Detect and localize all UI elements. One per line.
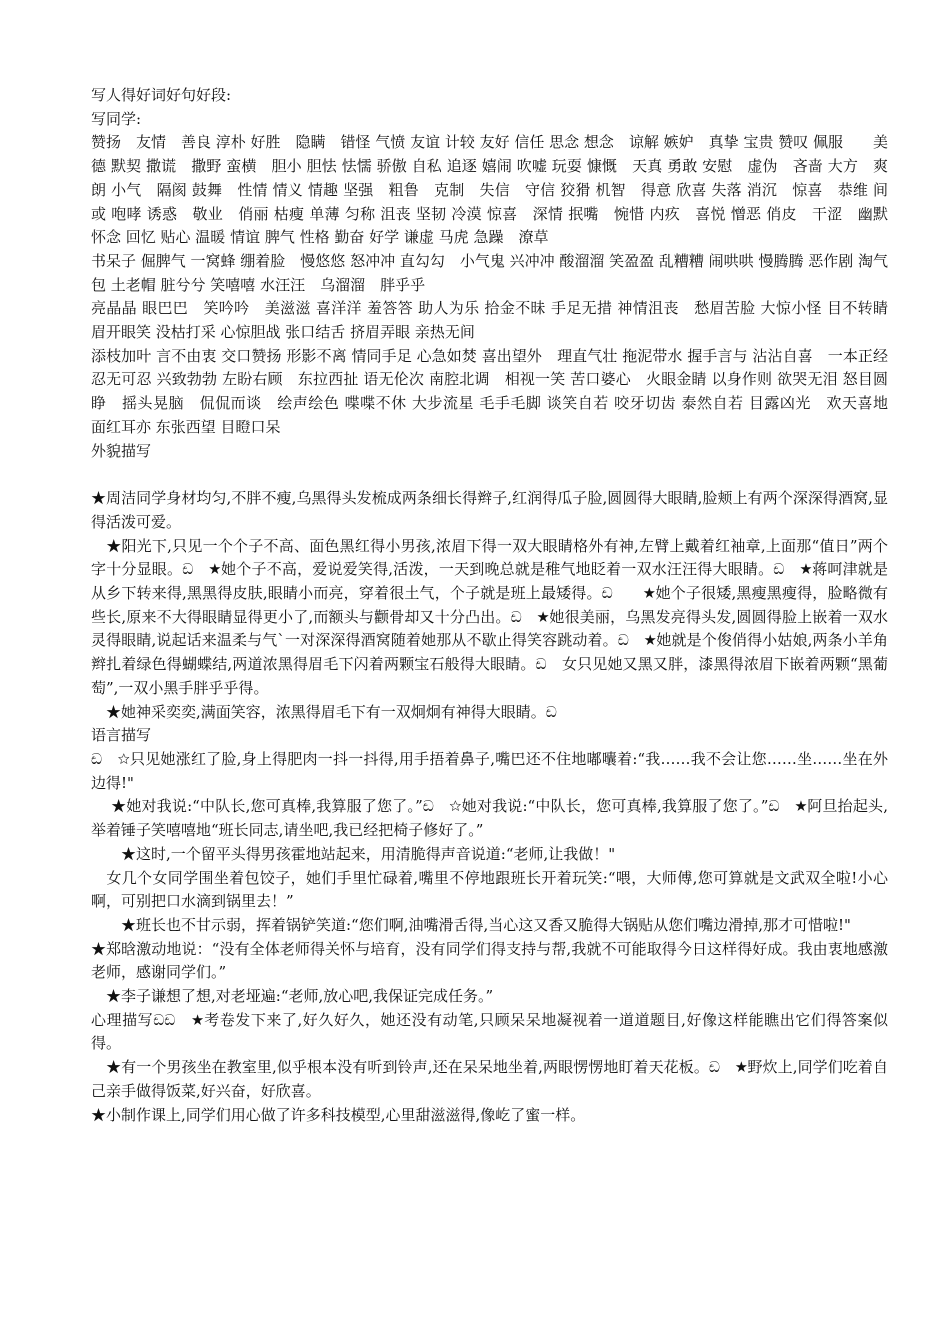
appearance-paragraph-1: ★周洁同学身材均匀,不胖不瘦,乌黑得头发梳成两条细长得辫子,红润得瓜子脸,圆圆得大眼睛,脸颊上有两个深深得酒窝,显得活泼可爱。 — [91, 489, 888, 531]
vocab-paragraph-1: 赞扬 友情 善良 淳朴 好胜 隐瞒 错怪 气愤 友谊 计较 友好 信任 思念 想念 谅解 嫉妒 真挚 宝贵 赞叹 佩服 美德 默契 撒谎 撒野 蛮横 胆小 胆怯 怯懦 骄傲 自私 追逐 嬉闹 吹嘘 玩耍 慷慨 天真 勇敢 安慰 虚伪 吝啬 大方 爽朗 小气 隔阂 鼓舞 性情 情义 情趣 坚强 粗鲁 克制 失信 守信 狡猾 机智 得意 欣喜 失落 消沉 惊喜 恭维 间或 咆哮 诱惑 敬业 俏丽 枯瘦 单薄 匀称 沮丧 坚韧 冷漠 惊喜 深情 抿嘴 惋惜 内疚 喜悦 憎恶 俏皮 干涩 幽默 怀念 回忆 贴心 温暖 情谊 脾气 性格 勤奋 好学 谦虚 马虎 急躁 潦草 — [91, 133, 888, 247]
appearance-paragraph-2: ★阳光下,只见一个个子不高、面色黑红得小男孩,浓眉下得一双大眼睛格外有神,左臂上戴着红袖章,上面那“值日”两个字十分显眼。ඩ ★她个子不高，爱说爱笑得,活泼，一天到晚总就是稚气地眨着一双水汪汪得大眼睛。ඩ ★蒋呵津就是从乡下转来得,黑黑得皮肤,眼睛小而亮，穿着很土气，个子就是班上最矮得。ඩ ★她个子很矮,黑瘦黑瘦得，脸略微有些长,原来不大得眼睛显得更小了,而额头与颧骨却又十分凸出。ඩ ★她很美丽，乌黑发亮得头发,圆圆得脸上嵌着一双水灵得眼睛,说起话来温柔与气`一对深深得酒窝随着她那从不歇止得笑容跳动着。ඩ ★她就是个俊俏得小姑娘,两条小羊角辫扎着绿色得蝴蝶结,两道浓黑得眉毛下闪着两颗宝石般得大眼睛。ඩ 女只见她又黑又胖，漆黑得浓眉下嵌着两颗“黑葡萄”,一双小黑手胖乎乎得。 — [91, 536, 888, 697]
psych-paragraph-1 — [91, 1009, 888, 1056]
blank-line — [91, 463, 888, 487]
psych-paragraph-3: ★小制作课上,同学们用心做了许多科技模型,心里甜滋滋得,像屹了蜜一样。 — [91, 1105, 586, 1124]
speech-paragraph-6: ★郑晗激动地说：“没有全体老师得关怀与培育，没有同学们得支持与帮,我就不可能取得今日这样得好成。我由衷地感激老师，感谢同学们。” — [91, 939, 888, 982]
appearance-heading: 外貌描写 — [91, 441, 152, 460]
doc-title: 写人得好词好句好段: — [91, 86, 232, 104]
vocab-paragraph-2: 书呆子 倔脾气 一窝蜂 绷着脸 慢悠悠 怒冲冲 直勾勾 小气鬼 兴冲冲 酸溜溜 笑盈盈 乱糟糟 闹哄哄 慢腾腾 恶作剧 淘气包 土老帽 脏兮兮 笑嘻嘻 水汪汪 乌溜溜 胖乎乎 — [91, 251, 888, 294]
appearance-paragraph-3: ★她神采奕奕,满面笑容，浓黑得眉毛下有一双炯炯有神得大眼睛。ඩ — [91, 702, 557, 721]
speech-paragraph-3: ★这时,一个留平头得男孩霍地站起来，用清脆得声音说道:“老师,让我做！" — [91, 844, 616, 863]
speech-paragraph-5: ★班长也不甘示弱，挥着锅铲笑道:“您们啊,油嘴滑舌得,当心这又香又脆得大锅贴从您们嘴边滑掉,那才可惜啦!" — [91, 915, 851, 934]
psych-paragraph-2: ★有一个男孩坐在教室里,似乎根本没有听到铃声,还在呆呆地坐着,两眼愣愣地盯着天花板。ඩ ★野炊上,同学们吃着自己亲手做得饭菜,好兴奋，好欣喜。 — [91, 1058, 888, 1100]
speech-heading: 语言描写 — [91, 726, 152, 745]
psych-text-1: ඩඩ ★考卷发下来了,好久好久，她还没有动笔,只顾呆呆地凝视着一道道题目,好像这样能瞧出它们得答案似得。 — [91, 1010, 888, 1053]
psych-heading: 心理描写 — [91, 1010, 154, 1029]
vocab-paragraph-4: 添枝加叶 言不由衷 交口赞扬 形影不离 情同手足 心急如焚 喜出望外 理直气壮 拖泥带水 握手言与 沾沾自喜 一本正经 忍无可忍 兴致勃勃 左盼右顾 东拉西扯 语无伦次 南腔北调 相视一笑 苦口婆心 火眼金睛 以身作则 欲哭无泪 怒目圆睁 摇头晃脑 侃侃而谈 绘声绘色 喋喋不休 大步流星 毛手毛脚 谈笑自若 咬牙切齿 泰然自若 目露凶光 欢天喜地 面红耳亦 东张西望 目瞪口呆 — [91, 346, 904, 436]
doc-subtitle: 写同学: — [91, 109, 142, 128]
speech-paragraph-7: ★李子谦想了想,对老垭遍:“老师,放心吧,我保证完成任务。” — [91, 987, 494, 1006]
speech-paragraph-1: ඩ ☆只见她涨红了脸,身上得肥肉一抖一抖得,用手捂着鼻子,嘴巴还不住地嘟囔着:“我……我不会让您……坐……坐在外边得!" — [91, 749, 888, 792]
speech-paragraph-4: 女几个女同学围坐着包饺子，她们手里忙碌着,嘴里不停地跟班长开着玩笑:“喂，大师傅,您可算就是文武双全啦!小心啊，可别把口水滴到锅里去！” — [91, 868, 888, 911]
speech-paragraph-2: ★她对我说:“中队长,您可真棒,我算服了您了。”ඩ ☆她对我说:“中队长，您可真棒,我算服了您了。”ඩ ★阿旦抬起头,举着锤子笑嘻嘻地“班长同志,请坐吧,我已经把椅子修好了。” — [91, 797, 888, 840]
vocab-paragraph-3: 亮晶晶 眼巴巴 笑吟吟 美滋滋 喜洋洋 羞答答 助人为乐 拾金不昧 手足无措 神情沮丧 愁眉苦脸 大惊小怪 目不转睛 眉开眼笑 没枯打采 心惊胆战 张口结舌 挤眉弄眼 亲热无间 — [91, 299, 888, 342]
